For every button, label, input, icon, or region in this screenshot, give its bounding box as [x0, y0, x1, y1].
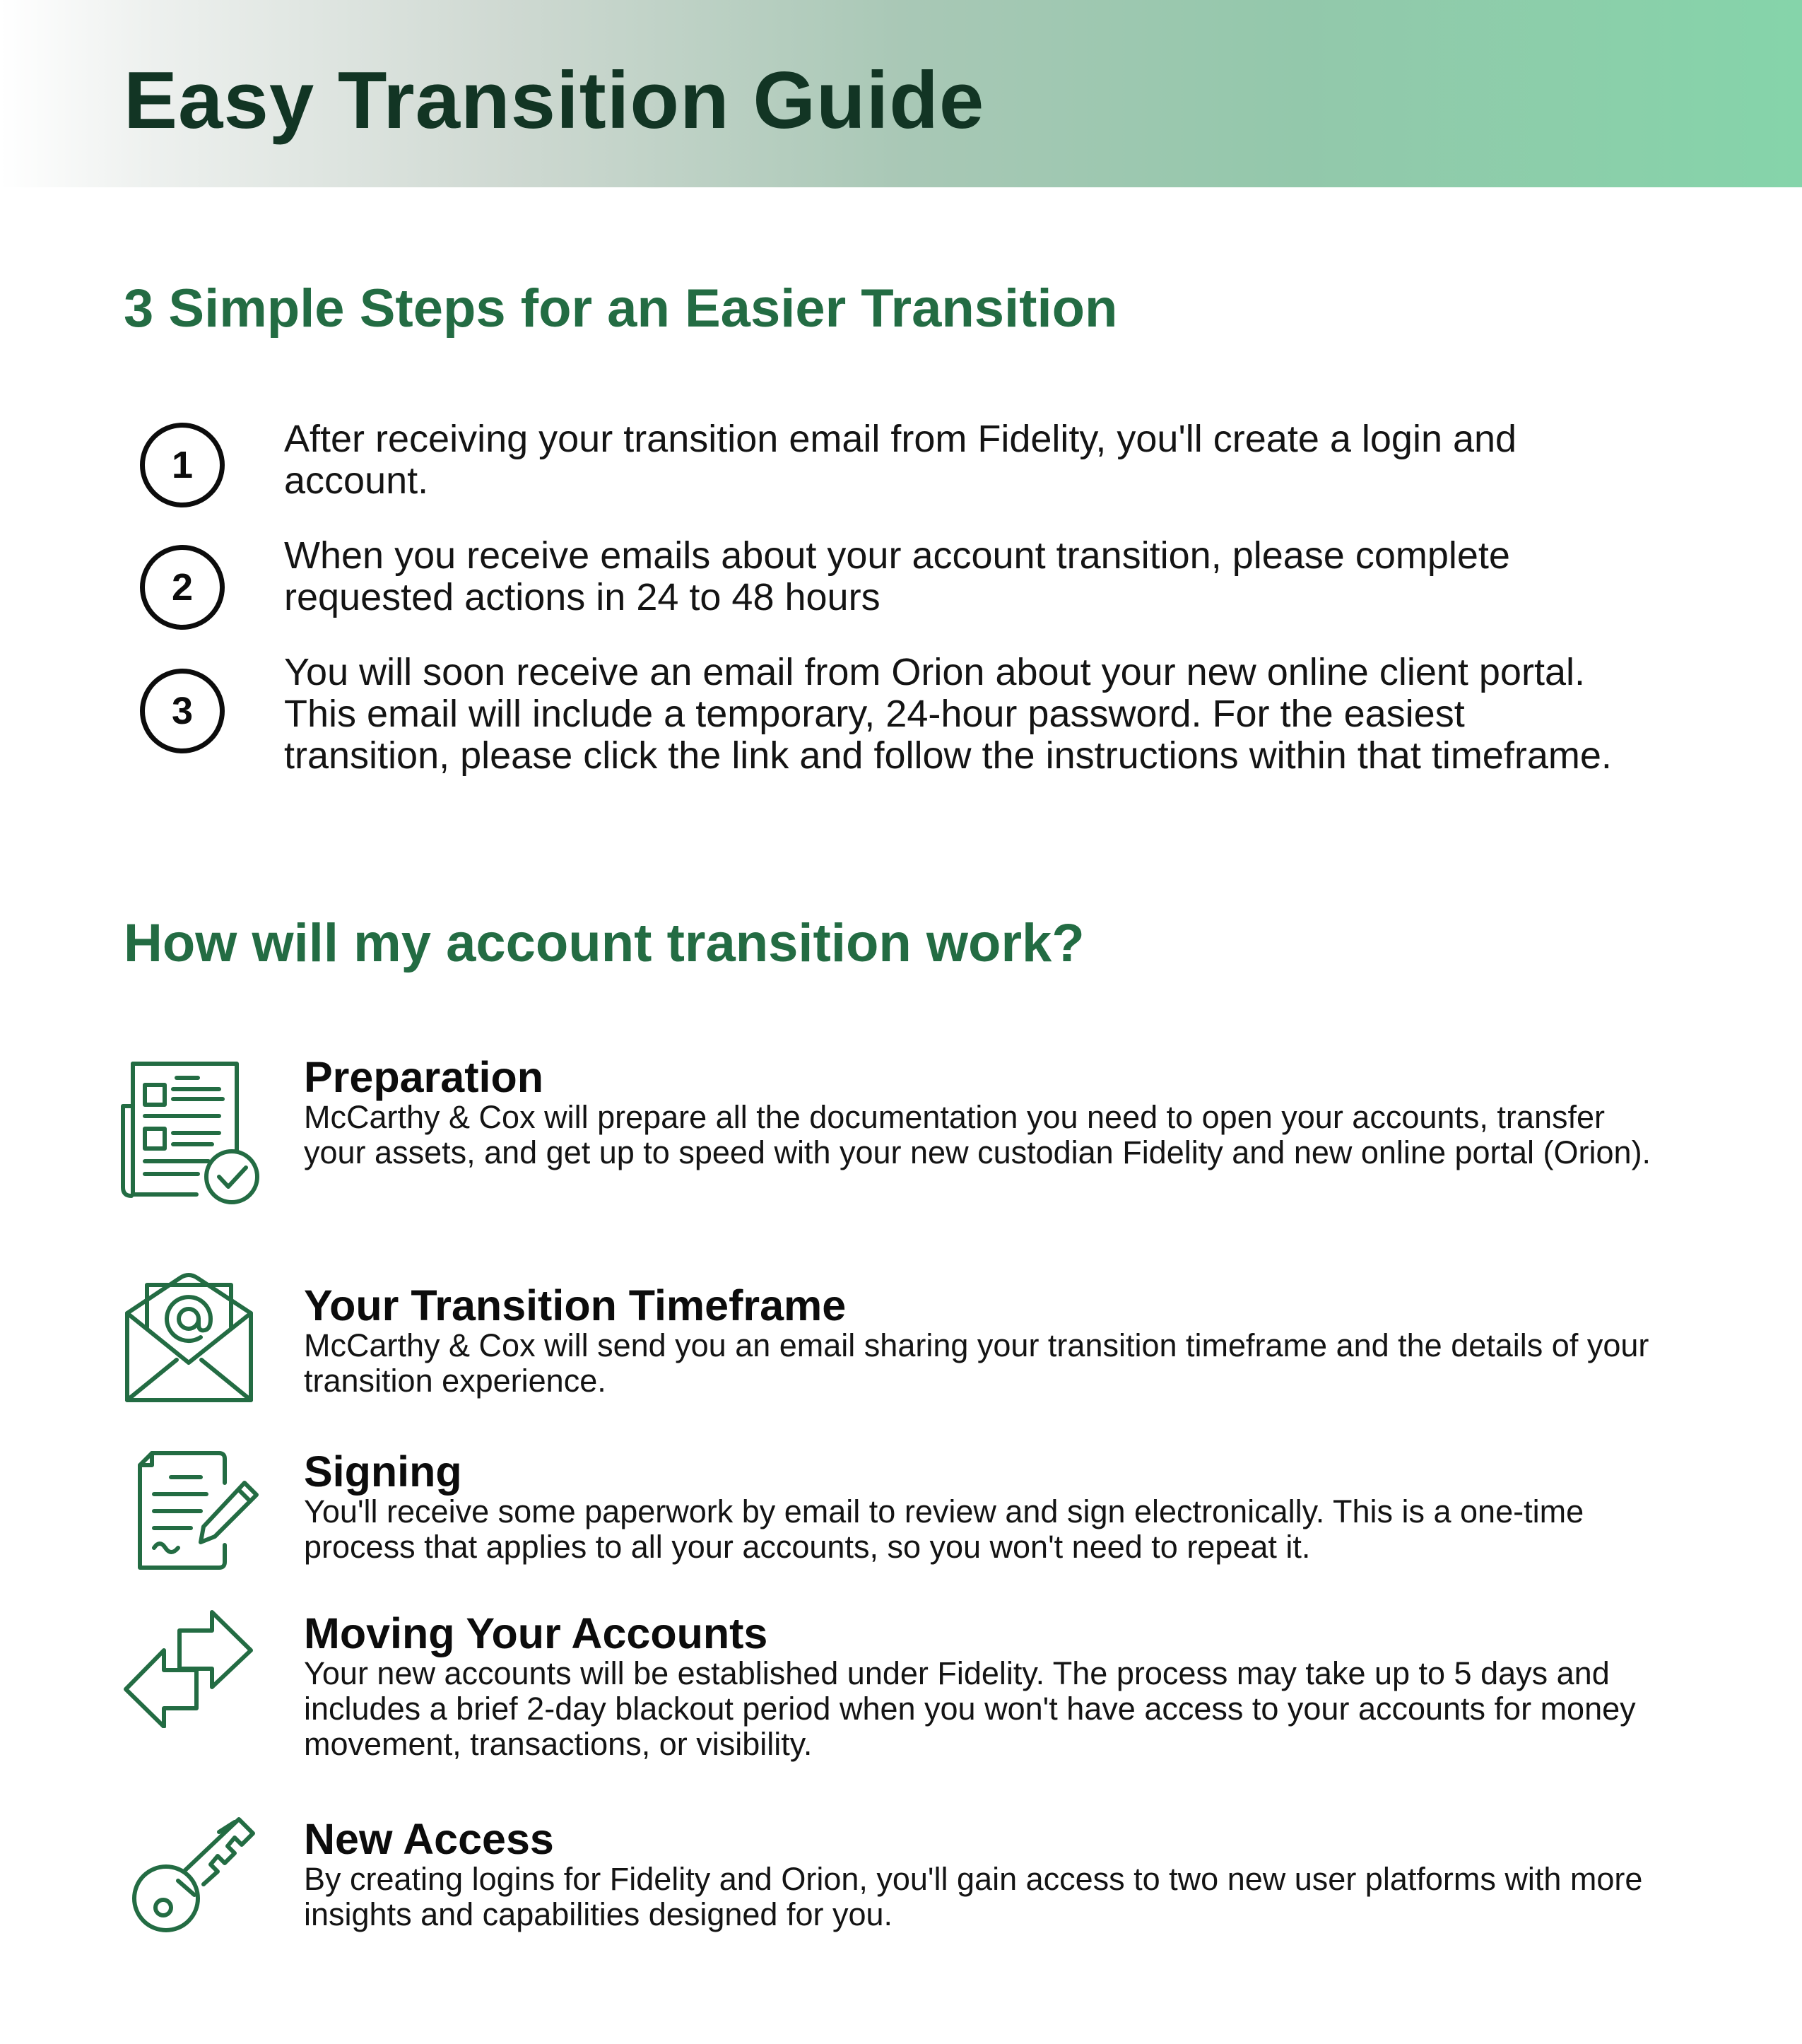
- step-text: After receiving your transition email from Fidelity, you'll create a login and account.: [284, 418, 1517, 502]
- steps-section-heading: 3 Simple Steps for an Easier Transition: [124, 278, 1118, 339]
- how-section-heading: How will my account transition work?: [124, 913, 1085, 973]
- item-title: New Access: [304, 1815, 554, 1863]
- step-number-badge: 3: [140, 669, 225, 753]
- step-text: You will soon receive an email from Orion about your new online client portal. This email will include a temporary, 24-hour password. For the easiest transition, please click the link and follow the instructions within that timeframe.: [284, 651, 1612, 777]
- item-description: By creating logins for Fidelity and Orion, you'll gain access to two new user platforms with more insights and capabilities designed for you.: [304, 1861, 1643, 1932]
- item-description: You'll receive some paperwork by email to review and sign electronically. This is a one-time process that applies to all your accounts, so you won't need to repeat it.: [304, 1493, 1584, 1565]
- document-checkmark-icon: [113, 1057, 265, 1209]
- email-envelope-icon: [113, 1269, 265, 1411]
- item-title: Moving Your Accounts: [304, 1609, 768, 1657]
- key-icon: [113, 1814, 265, 1937]
- step-number-badge: 2: [140, 545, 225, 630]
- transfer-arrows-icon: [113, 1608, 265, 1728]
- step-number-badge: 1: [140, 423, 225, 507]
- item-description: Your new accounts will be established under Fidelity. The process may take up to 5 days and includes a brief 2-day blackout period when you won't have access to your accounts for money movement, transactions, or visibility.: [304, 1655, 1636, 1762]
- item-title: Your Transition Timeframe: [304, 1281, 847, 1329]
- item-title: Preparation: [304, 1053, 543, 1101]
- item-description: McCarthy & Cox will prepare all the documentation you need to open your accounts, transfer your assets, and get up to speed with your new custodian Fidelity and new online portal (Orion).: [304, 1099, 1651, 1170]
- item-description: McCarthy & Cox will send you an email sharing your transition timeframe and the details of your transition experience.: [304, 1327, 1649, 1399]
- document-pen-icon: [113, 1446, 265, 1577]
- item-title: Signing: [304, 1447, 462, 1496]
- header-banner: [0, 0, 1802, 187]
- step-text: When you receive emails about your account transition, please complete requested actions in 24 to 48 hours: [284, 534, 1510, 618]
- page-title: Easy Transition Guide: [124, 56, 985, 146]
